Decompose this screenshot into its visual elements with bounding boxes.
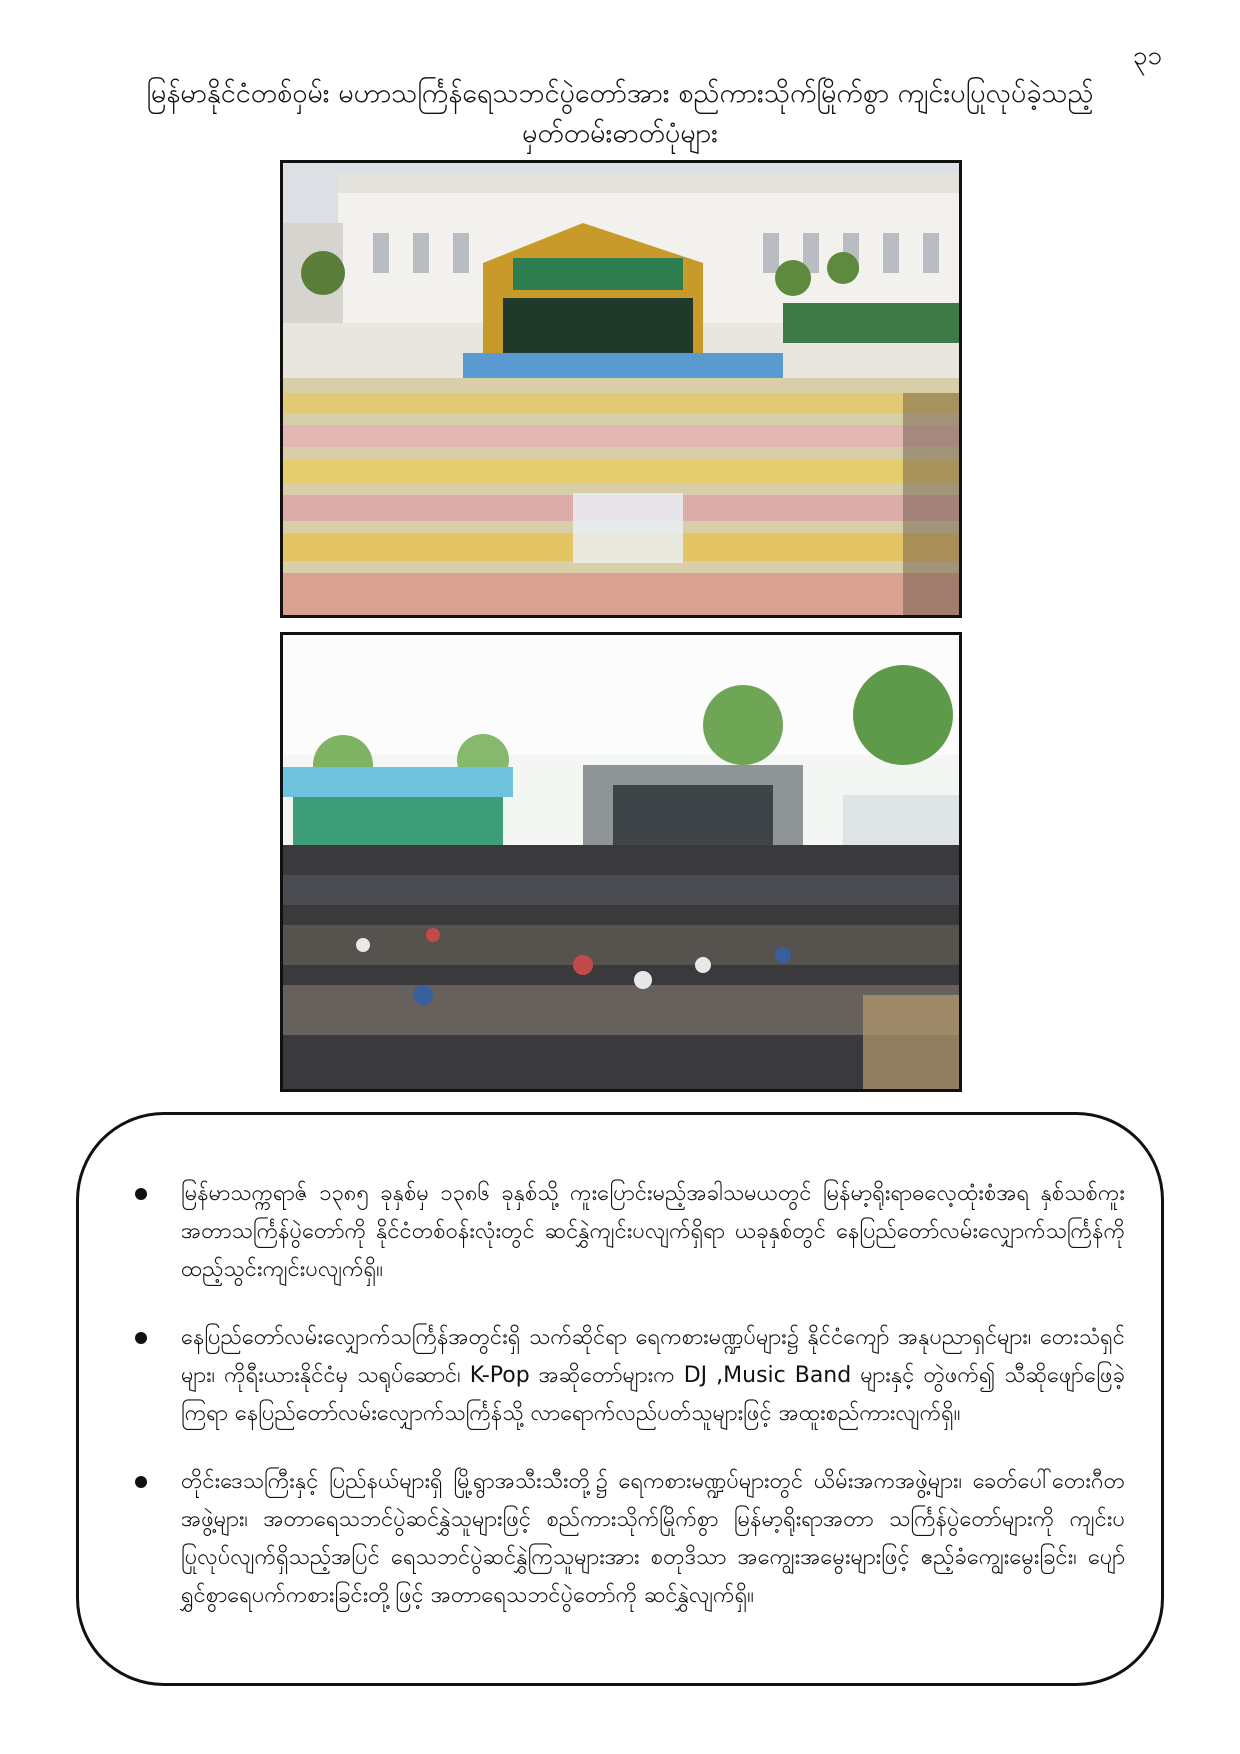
page-title (100, 74, 1140, 154)
note-item (129, 1319, 1125, 1433)
note-text: နေပြည်တော်လမ်းလျှောက်သင်္ကြန်အတွင်းရှိ သက်ဆိုင်ရာ ရေကစားမဏ္ဍပ်များ၌ နိုင်ငံကျော် အနုပညာရှင်များ၊ တေးသံရှင်များ၊ ကိုရီးယားနိုင်ငံမှ သရုပ်ဆောင်၊ K-Pop အဆိုတော်များက DJ ,Music Band များနှင့် တွဲဖက်၍ သီဆိုဖျော်ဖြေခဲ့ကြရာ နေပြည်တော်လမ်းလျှောက်သင်္ကြန်သို့ လာရောက်လည်ပတ်သူများဖြင့် အထူးစည်ကားလျက်ရှိ။ (181, 1325, 1125, 1426)
photo-festival-crowd-image (283, 635, 959, 1089)
bullet-icon (135, 1476, 147, 1488)
note-text: မြန်မာသက္ကရာဇ် ၁၃၈၅ ခုနှစ်မှ ၁၃၈၆ ခုနှစ်သို့ ကူးပြောင်းမည့်အခါသမယတွင် မြန်မာ့ရိုးရာဓလေ့ထုံးစံအရ နှစ်သစ်ကူးအတာသင်္ကြန်ပွဲတော်ကို နိုင်ငံတစ်ဝန်းလုံးတွင် ဆင်နွှဲကျင်းပလျက်ရှိရာ ယခုနှစ်တွင် နေပြည်တော်လမ်းလျှောက်သင်္ကြန်ကို ထည့်သွင်းကျင်းပလျက်ရှိ။ (181, 1181, 1125, 1282)
photo-stage-performers (280, 160, 962, 618)
page-number: ၃၁ (1132, 41, 1162, 71)
note-item (129, 1463, 1125, 1615)
photo-stage-performers-image (283, 163, 959, 615)
notes-list (129, 1175, 1125, 1645)
title-line-1: မြန်မာနိုင်ငံတစ်ဝှမ်း မဟာသင်္ကြန်ရေသဘင်ပွဲတော်အား စည်ကားသိုက်မြိုက်စွာ ကျင်းပပြုလုပ်ခဲ့သည့် (146, 78, 1094, 109)
photo-festival-crowd (280, 632, 962, 1092)
title-line-2: မှတ်တမ်းဓာတ်ပုံများ (522, 118, 718, 149)
bullet-icon (135, 1332, 147, 1344)
note-item (129, 1175, 1125, 1289)
bullet-icon (135, 1188, 147, 1200)
notes-box (76, 1112, 1164, 1686)
note-text: တိုင်းဒေသကြီးနှင့် ပြည်နယ်များရှိ မြို့ရွာအသီးသီးတို့၌ ရေကစားမဏ္ဍပ်များတွင် ယိမ်းအကအဖွဲ့များ၊ ခေတ်ပေါ်တေးဂီတအဖွဲ့များ၊ အတာရေသဘင်ပွဲဆင်နွှဲသူများဖြင့် စည်ကားသိုက်မြိုက်စွာ မြန်မာ့ရိုးရာအတာ သင်္ကြန်ပွဲတော်များကို ကျင်းပပြုလုပ်လျက်ရှိသည့်အပြင် ရေသဘင်ပွဲဆင်နွှဲကြသူများအား စတုဒိသာ အကျွေးအမွေးများဖြင့် ဧည့်ခံကျွေးမွေးခြင်း၊ ပျော်ရွှင်စွာရေပက်ကစားခြင်းတို့ဖြင့် အတာရေသဘင်ပွဲတော်ကို ဆင်နွှဲလျက်ရှိ။ (181, 1469, 1125, 1608)
